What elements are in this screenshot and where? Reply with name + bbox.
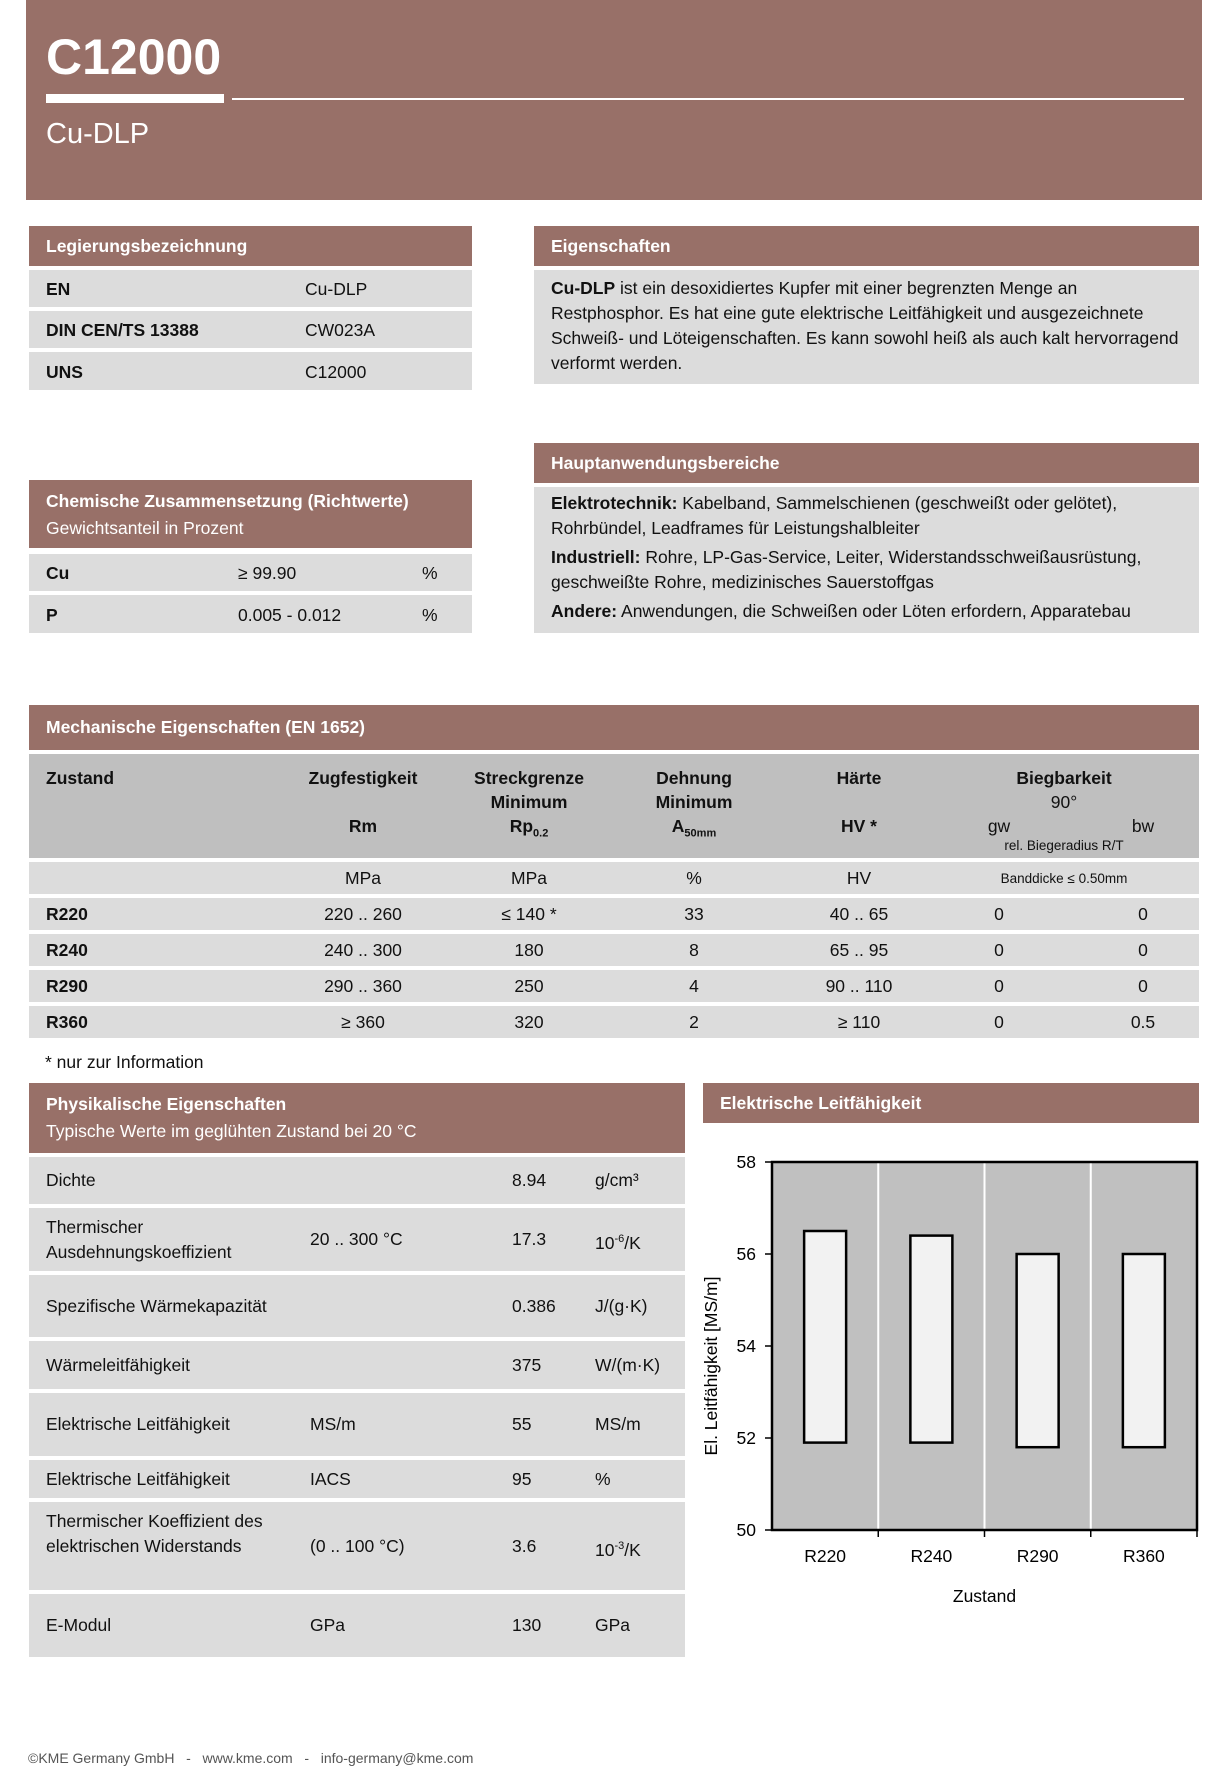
y-tick-label: 56 — [736, 1244, 756, 1264]
physical-row — [29, 1341, 685, 1389]
chemical-heading — [29, 480, 472, 548]
property-value: 3.6 — [512, 1535, 537, 1556]
col-zug-symbol: Rm — [348, 816, 378, 836]
designation-label: EN — [46, 279, 71, 299]
properties-body: ist ein desoxidiertes Kupfer mit einer begrenzten Menge an Restphosphor. Es hat eine gute elektrische Leitfähigkeit und ausgezeichnete Schweiß- und Löteigenschaften. Es kann sowohl heiß als auch kalt hervorragend verformt werden. — [551, 278, 1179, 373]
alloy-code: C12000 — [46, 29, 222, 85]
property-unit: W/(m·K) — [595, 1354, 661, 1375]
property-condition: 20 .. 300 °C — [310, 1229, 403, 1249]
property-name: Dichte — [46, 1170, 96, 1190]
property-value: 130 — [512, 1615, 542, 1635]
col-streckgrenze: Streckgrenze — [474, 768, 584, 788]
mechanical-row — [29, 934, 1199, 966]
y-tick-label: 50 — [736, 1520, 756, 1540]
mechanical-cell: 0 — [994, 976, 1004, 996]
property-unit: GPa — [595, 1615, 631, 1635]
mechanical-cell: 0 — [1138, 940, 1148, 960]
chemical-row — [29, 595, 472, 633]
property-name: E-Modul — [46, 1615, 112, 1635]
mechanical-row — [29, 898, 1199, 930]
col-zustand: Zustand — [46, 768, 115, 788]
physical-heading — [29, 1083, 685, 1153]
element-value: 0.005 - 0.012 — [238, 605, 342, 625]
applications-list — [534, 487, 1199, 633]
property-value: 95 — [512, 1468, 532, 1489]
application-text: Kabelband, Sammelschienen (geschweißt oder gelötet), Rohrbündel, Leadframes für Leistungshalbleiter — [551, 493, 1118, 538]
mechanical-cell: 180 — [514, 940, 544, 960]
physical-row — [29, 1594, 685, 1657]
mechanical-cell: 4 — [689, 976, 699, 996]
application-item — [551, 545, 1182, 595]
mechanical-header-row — [29, 754, 1199, 858]
footer-copyright: ©KME Germany GmbH — [28, 1750, 175, 1766]
physical-row — [29, 1157, 685, 1204]
application-item — [551, 599, 1182, 624]
element-unit: % — [422, 563, 438, 583]
property-condition: GPa — [310, 1615, 346, 1635]
property-name: Elektrische Leitfähigkeit — [46, 1414, 230, 1434]
application-label: Elektrotechnik: — [551, 493, 678, 513]
title-banner — [26, 0, 1202, 200]
col-streck-symbol: $Rp_{0.2}$ — [509, 816, 549, 840]
footnote: * nur zur Information — [45, 1052, 204, 1072]
col-haerte: Härte — [836, 768, 882, 788]
mechanical-cell: 240 .. 300 — [324, 940, 402, 960]
mechanical-cell: 2 — [689, 1012, 699, 1032]
x-tick-label: R360 — [1122, 1546, 1165, 1566]
application-label: Industriell: — [551, 547, 641, 567]
element-name: P — [46, 605, 58, 625]
mechanical-cell: ≥ 360 — [341, 1012, 385, 1032]
property-name: Thermischer Koeffizient des elektrischen Widerstands — [46, 1510, 263, 1556]
designation-row — [29, 311, 472, 348]
footer-email-link[interactable]: info-germany@kme.com — [320, 1750, 474, 1766]
unit-cell: HV — [846, 868, 872, 888]
property-value: 17.3 — [512, 1229, 547, 1249]
mechanical-cell: 0 — [1138, 976, 1148, 996]
designation-label: UNS — [46, 362, 83, 382]
mechanical-cell: 8 — [689, 940, 699, 960]
title-rule — [232, 98, 1184, 100]
designation-label: DIN CEN/TS 13388 — [46, 320, 199, 340]
state-label: R360 — [46, 1012, 88, 1032]
col-biegbarkeit: Biegbarkeit — [1016, 768, 1112, 788]
application-label: Andere: — [551, 601, 618, 621]
designation-heading: Legierungsbezeichnung — [29, 226, 472, 266]
mechanical-cell: 0.5 — [1130, 1012, 1156, 1032]
chemical-subtitle: Gewichtsanteil in Prozent — [46, 518, 244, 538]
designation-value: Cu-DLP — [305, 279, 368, 299]
mechanical-units-row — [29, 862, 1199, 894]
y-tick-label: 58 — [736, 1152, 756, 1172]
physical-row — [29, 1502, 685, 1590]
property-name: Elektrische Leitfähigkeit — [46, 1468, 230, 1489]
x-axis-title: Zustand — [952, 1586, 1017, 1606]
property-name: Wärmeleitfähigkeit — [46, 1354, 190, 1375]
chart-heading: Elektrische Leitfähigkeit — [703, 1083, 1199, 1123]
mechanical-cell: 220 .. 260 — [324, 904, 402, 924]
application-item — [551, 491, 1182, 541]
footer-separator: - — [186, 1750, 191, 1766]
property-unit: MS/m — [595, 1414, 641, 1434]
property-unit: J/(g·K) — [595, 1295, 648, 1316]
element-value: ≥ 99.90 — [238, 563, 297, 583]
y-axis-title: El. Leitfähigkeit [MS/m] — [701, 1276, 721, 1456]
property-name: Spezifische Wärmekapazität — [46, 1295, 267, 1316]
property-value: 375 — [512, 1354, 542, 1375]
physical-row — [29, 1393, 685, 1456]
mechanical-cell: 0 — [994, 904, 1004, 924]
mechanical-row — [29, 1006, 1199, 1038]
col-haerte-symbol: HV * — [841, 816, 877, 836]
properties-text — [534, 270, 1199, 384]
mechanical-cell: 0 — [1138, 904, 1148, 924]
property-condition: MS/m — [310, 1414, 356, 1434]
range-bar — [1017, 1254, 1059, 1447]
property-unit: g/cm³ — [595, 1170, 639, 1190]
mechanical-cell: 250 — [514, 976, 544, 996]
property-value: 8.94 — [512, 1170, 547, 1190]
unit-cell: MPa — [511, 868, 547, 888]
properties-lead: Cu-DLP — [551, 278, 616, 298]
alloy-subtitle: Cu-DLP — [46, 118, 150, 150]
physical-row — [29, 1460, 685, 1498]
y-tick-label: 52 — [736, 1428, 756, 1448]
designation-row — [29, 352, 472, 390]
col-streck-minimum: Minimum — [490, 792, 568, 812]
chemical-row — [29, 554, 472, 591]
physical-subtitle: Typische Werte im geglühten Zustand bei 20 °C — [46, 1121, 417, 1141]
element-unit: % — [422, 605, 438, 625]
property-unit: $10^{-6}/K$ — [595, 1232, 641, 1253]
range-bar — [910, 1236, 952, 1443]
col-gw: gw — [987, 816, 1011, 836]
range-bar — [804, 1231, 846, 1443]
mechanical-cell: 0 — [994, 940, 1004, 960]
footer-separator: - — [304, 1750, 310, 1766]
properties-heading: Eigenschaften — [534, 226, 1199, 266]
chemical-title: Chemische Zusammensetzung (Richtwerte) — [46, 491, 409, 511]
application-text: Anwendungen, die Schweißen oder Löten erfordern, Apparatebau — [617, 601, 1131, 621]
designation-value: C12000 — [305, 362, 367, 382]
property-unit: $10^{-3}/K$ — [595, 1539, 641, 1560]
property-name: Thermischer Ausdehnungskoeffizient — [46, 1216, 232, 1262]
x-tick-label: R220 — [804, 1546, 847, 1566]
y-tick-label: 54 — [736, 1336, 756, 1356]
application-text: Rohre, LP-Gas-Service, Leiter, Widerstandsschweißausrüstung, geschweißte Rohre, medizinisches Sauerstoffgas — [551, 547, 1142, 592]
mechanical-cell: 320 — [514, 1012, 544, 1032]
col-zugfestigkeit: Zugfestigkeit — [308, 768, 418, 788]
unit-cell: MPa — [345, 868, 381, 888]
property-value: 55 — [512, 1414, 532, 1434]
property-unit: % — [595, 1468, 611, 1489]
property-condition: (0 .. 100 °C) — [310, 1535, 405, 1556]
conductivity-chart — [700, 1130, 1205, 1610]
mechanical-heading: Mechanische Eigenschaften (EN 1652) — [29, 705, 1199, 750]
mechanical-cell: 33 — [684, 904, 704, 924]
physical-row — [29, 1275, 685, 1337]
state-label: R240 — [46, 940, 88, 960]
state-label: R220 — [46, 904, 88, 924]
state-label: R290 — [46, 976, 88, 996]
mechanical-cell: ≤ 140 * — [501, 904, 557, 924]
col-radius-note: rel. Biegeradius R/T — [1004, 838, 1124, 853]
property-value: 0.386 — [512, 1295, 556, 1316]
property-condition: IACS — [310, 1468, 351, 1489]
unit-cell: Banddicke ≤ 0.50mm — [1000, 871, 1128, 886]
footer — [28, 1750, 473, 1766]
mechanical-cell: ≥ 110 — [837, 1012, 881, 1032]
x-tick-label: R240 — [910, 1546, 953, 1566]
col-biege-degree: 90° — [1050, 792, 1078, 812]
designation-value: CW023A — [305, 320, 376, 340]
physical-title: Physikalische Eigenschaften — [46, 1094, 287, 1114]
footer-website-link[interactable]: www.kme.com — [202, 1750, 293, 1766]
range-bar — [1123, 1254, 1165, 1447]
col-dehnung: Dehnung — [656, 768, 732, 788]
mechanical-cell: 40 .. 65 — [829, 904, 889, 924]
mechanical-row — [29, 970, 1199, 1002]
mechanical-cell: 90 .. 110 — [825, 976, 893, 996]
col-dehn-symbol: $A_{50mm}$ — [671, 816, 717, 840]
physical-row — [29, 1208, 685, 1271]
col-bw: bw — [1131, 816, 1155, 836]
designation-row — [29, 270, 472, 307]
mechanical-cell: 290 .. 360 — [324, 976, 402, 996]
title-underline — [46, 94, 224, 103]
unit-cell: % — [686, 868, 702, 888]
x-tick-label: R290 — [1016, 1546, 1059, 1566]
mechanical-cell: 65 .. 95 — [829, 940, 889, 960]
mechanical-cell: 0 — [994, 1012, 1004, 1032]
element-name: Cu — [46, 563, 70, 583]
applications-heading: Hauptanwendungsbereiche — [534, 443, 1199, 483]
col-dehn-minimum: Minimum — [655, 792, 733, 812]
